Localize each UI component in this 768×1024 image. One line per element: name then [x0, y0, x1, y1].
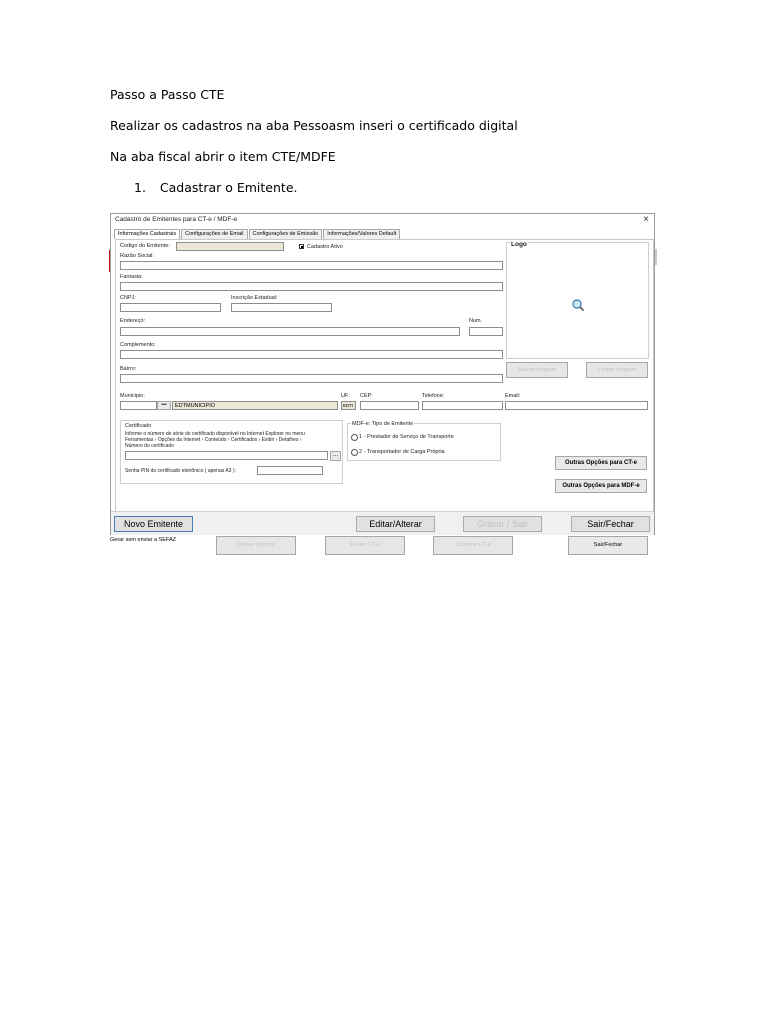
page-title: Passo a Passo CTE: [110, 87, 225, 102]
cadastro-ativo-label: Cadastro Ativo: [307, 244, 343, 250]
endereco-label: Endereço:: [120, 318, 146, 324]
dialog-button-bar: [111, 511, 654, 535]
instruction-pessoas: Realizar os cadastros na aba Pessoasm inseri o certificado digital: [110, 118, 518, 133]
tab-informacoes-default[interactable]: Informações/Valores Default: [323, 229, 400, 239]
novo-emitente-button[interactable]: Novo Emitente: [114, 516, 193, 532]
outras-opcoes-cte-button[interactable]: Outras Opções para CT-e: [555, 456, 647, 470]
razao-social-field[interactable]: [120, 261, 503, 270]
radio-transportador-label: 2 - Transportador de Carga Própria: [359, 449, 445, 455]
numero-certificado-label: Número do certificado: [125, 443, 174, 449]
instruction-fiscal: Na aba fiscal abrir o item CTE/MDFE: [110, 149, 336, 164]
tab-informacoes-cadastrais[interactable]: Informações Cadastrais: [114, 229, 180, 239]
cep-field[interactable]: [360, 401, 419, 410]
certificado-info-2: Ferramentas › Opções da Internet › Conteúdo › Certificados › Exibir › Detalhes ›: [125, 437, 302, 443]
background-outras-opcoes-button[interactable]: Outras Opções: [216, 536, 296, 555]
background-sair-fechar-button[interactable]: Sair/Fechar: [568, 536, 648, 555]
logo-label: Logo: [511, 241, 527, 248]
pin-label: Senha PIN do certificado eletrônico ( apenas A3 ):: [125, 468, 236, 474]
codigo-label: Codigo do Emitente:: [120, 243, 170, 249]
certificado-browse-button[interactable]: ...: [330, 451, 341, 461]
pin-field[interactable]: [257, 466, 323, 475]
num-label: Num.: [469, 318, 483, 324]
certificado-label: Certificado: [125, 423, 152, 429]
background-cancelar-cte-button[interactable]: Cancelar CT-e: [433, 536, 513, 555]
bairro-field[interactable]: [120, 374, 503, 383]
step-1: [134, 180, 297, 195]
mdfe-tipo-label: MDF-e: Tipo de Emitente: [352, 421, 414, 427]
cnpj-field[interactable]: [120, 303, 221, 312]
municipio-code-field[interactable]: [120, 401, 157, 410]
radio-prestador-label: 1 - Prestador de Serviço de Transporte: [359, 434, 454, 440]
radio-prestador[interactable]: [351, 434, 358, 441]
numero-certificado-field[interactable]: [125, 451, 328, 460]
step-text: Cadastrar o Emitente.: [159, 180, 298, 195]
magnifier-icon[interactable]: [571, 298, 585, 312]
tab-configuracoes-email[interactable]: Configurações de Email: [181, 229, 247, 239]
tab-configuracoes-emissao[interactable]: Configurações de Emissão: [249, 229, 323, 239]
cadastro-ativo-checkbox[interactable]: [299, 244, 304, 249]
uf-label: UF:: [341, 393, 350, 399]
fantasia-field[interactable]: [120, 282, 503, 291]
logo-group: [506, 242, 649, 359]
limpar-imagem-button[interactable]: Limpar Imagem: [586, 362, 648, 378]
codigo-field[interactable]: [176, 242, 284, 251]
uf-field[interactable]: EDTI: [341, 401, 356, 410]
tab-bar: [114, 229, 401, 239]
emitente-dialog: [110, 213, 655, 535]
sair-fechar-button[interactable]: Sair/Fechar: [571, 516, 650, 532]
email-label: Email:: [505, 393, 521, 399]
municipio-search-button[interactable]: •••: [157, 401, 171, 410]
telefone-label: Telefone:: [422, 393, 445, 399]
bairro-label: Bairro:: [120, 366, 137, 372]
endereco-field[interactable]: [120, 327, 460, 336]
email-field[interactable]: [505, 401, 648, 410]
cnpj-label: CNPJ:: [120, 295, 136, 301]
telefone-field[interactable]: [422, 401, 503, 410]
gravar-sair-button[interactable]: Gravar / Sair: [463, 516, 542, 532]
fantasia-label: Fantasia:: [120, 274, 143, 280]
inscricao-estadual-label: Inscrição Estadual:: [231, 295, 278, 301]
cep-label: CEP:: [360, 393, 373, 399]
screenshot-cadastro-emitente: [110, 213, 655, 558]
buscar-imagem-button[interactable]: Buscar Imagem: [506, 362, 568, 378]
razao-social-label: Razão Social:: [120, 253, 154, 259]
certificado-info-1: Informe o número de série do certificado disponível no Internet Explorer no menu: [125, 431, 305, 437]
inscricao-estadual-field[interactable]: [231, 303, 332, 312]
outras-opcoes-mdfe-button[interactable]: Outras Opções para MDF-e: [555, 479, 647, 493]
mdfe-tipo-group: [347, 423, 501, 461]
complemento-field[interactable]: [120, 350, 503, 359]
gerar-sem-enviar-checkbox-label[interactable]: Gerar sem enviar a SEFAZ: [110, 537, 177, 543]
form-panel: [115, 239, 654, 513]
close-icon[interactable]: ×: [643, 214, 649, 225]
editar-alterar-button[interactable]: Editar/Alterar: [356, 516, 435, 532]
radio-transportador[interactable]: [351, 449, 358, 456]
step-number: 1.: [134, 180, 146, 195]
municipio-name-field[interactable]: EDTMUNICIPIO: [172, 401, 338, 410]
num-field[interactable]: [469, 327, 503, 336]
background-enviar-cte-button[interactable]: Enviar CT-e: [325, 536, 405, 555]
complemento-label: Complemento:: [120, 342, 156, 348]
municipio-label: Municipio:: [120, 393, 145, 399]
certificado-group: [120, 420, 343, 484]
window-title: Cadastro de Emitentes para CT-e / MDF-e: [115, 216, 238, 223]
